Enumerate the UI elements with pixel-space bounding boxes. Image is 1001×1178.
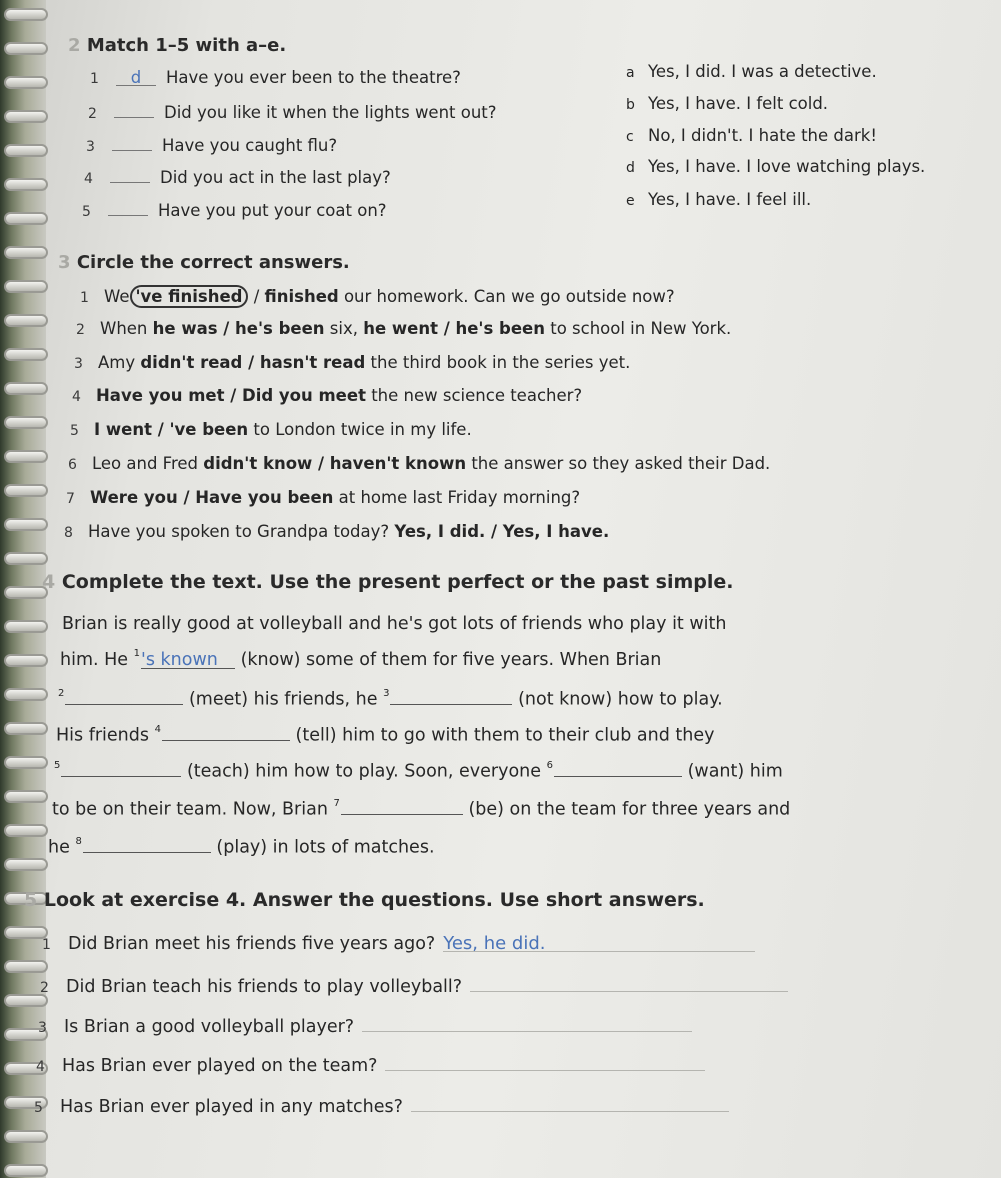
question-text: Has Brian ever played in any matches? bbox=[60, 1097, 403, 1117]
answer-option[interactable]: Were you / Have you been bbox=[90, 488, 334, 507]
spiral-binding bbox=[0, 0, 46, 1178]
ex3-item bbox=[76, 319, 731, 338]
question-number: 1 bbox=[90, 71, 99, 87]
gap-1-answer[interactable]: 's known bbox=[141, 650, 235, 669]
spiral-ring bbox=[4, 144, 48, 157]
ex4-text: His friends bbox=[56, 725, 150, 746]
spiral-ring bbox=[4, 722, 48, 735]
spiral-ring bbox=[4, 790, 48, 803]
item-number: 4 bbox=[72, 389, 81, 405]
ex5-number: 5 bbox=[24, 889, 38, 911]
ex3-item bbox=[68, 454, 770, 473]
spiral-ring bbox=[4, 756, 48, 769]
sentence-text: the third book in the series yet. bbox=[365, 353, 631, 372]
ex2-question-row bbox=[86, 133, 337, 155]
ex4-text: (want) him bbox=[687, 761, 783, 782]
spiral-ring bbox=[4, 416, 48, 429]
item-number: 4 bbox=[36, 1059, 45, 1075]
ex4-number: 4 bbox=[42, 571, 56, 593]
item-number: 3 bbox=[38, 1020, 47, 1036]
ex2-option-row bbox=[626, 157, 925, 176]
ex4-text: (know) some of them for five years. When Brian bbox=[240, 650, 662, 670]
question-number: 3 bbox=[86, 138, 95, 155]
question-text: Have you caught flu? bbox=[162, 135, 338, 155]
spiral-ring bbox=[4, 484, 48, 497]
spiral-ring bbox=[4, 110, 48, 123]
ex4-text: (not know) how to play. bbox=[518, 689, 723, 710]
item-number: 2 bbox=[76, 322, 85, 338]
ex4-line-7 bbox=[48, 834, 435, 858]
item-number: 5 bbox=[34, 1100, 43, 1116]
ex5-heading bbox=[24, 889, 705, 911]
option-letter: c bbox=[626, 129, 634, 145]
sentence-text: When bbox=[100, 319, 153, 338]
ex5-item bbox=[36, 1052, 705, 1076]
answer-option[interactable]: didn't know / haven't known bbox=[203, 454, 467, 473]
gap-number: 1 bbox=[133, 648, 141, 659]
short-answer-field[interactable]: Yes, he did. bbox=[443, 933, 755, 952]
ex4-heading bbox=[42, 571, 734, 593]
gap-6[interactable] bbox=[554, 758, 682, 777]
ex4-text: (teach) him how to play. Soon, everyone bbox=[186, 761, 542, 782]
option-letter: a bbox=[626, 65, 635, 81]
sentence-text: Leo and Fred bbox=[92, 454, 204, 473]
spiral-ring bbox=[4, 178, 48, 191]
option-text: Yes, I have. I felt cold. bbox=[648, 94, 829, 113]
ex4-line-4 bbox=[56, 722, 715, 746]
ex2-title: Match 1–5 with a–e. bbox=[86, 35, 287, 56]
option-text: No, I didn't. I hate the dark! bbox=[648, 126, 877, 145]
ex5-item bbox=[34, 1093, 729, 1117]
option-letter: b bbox=[626, 97, 635, 113]
gap-number: 2 bbox=[58, 687, 65, 699]
item-number: 7 bbox=[66, 491, 75, 507]
ex3-title: Circle the correct answers. bbox=[76, 252, 350, 273]
sentence-text: at home last Friday morning? bbox=[333, 488, 581, 507]
ex4-text: (play) in lots of matches. bbox=[216, 837, 435, 858]
sentence-text: our homework. Can we go outside now? bbox=[338, 287, 675, 306]
gap-number: 5 bbox=[54, 759, 61, 771]
workbook-page bbox=[24, 0, 1001, 1178]
sentence-text: to school in New York. bbox=[544, 319, 732, 338]
ex3-item bbox=[70, 420, 472, 439]
ex2-question-row bbox=[84, 165, 391, 187]
ex4-line-6 bbox=[52, 796, 790, 820]
answer-option[interactable]: I went / 've been bbox=[94, 420, 249, 439]
item-number: 2 bbox=[40, 980, 49, 996]
ex4-line-3 bbox=[58, 686, 723, 710]
short-answer-field[interactable] bbox=[362, 1013, 692, 1032]
spiral-ring bbox=[4, 280, 48, 293]
spiral-ring bbox=[4, 246, 48, 259]
ex2-question-row bbox=[88, 100, 497, 122]
short-answer-field[interactable] bbox=[411, 1093, 729, 1112]
question-text: Is Brian a good volleyball player? bbox=[64, 1017, 355, 1037]
ex3-number: 3 bbox=[58, 252, 71, 273]
ex2-option-row bbox=[626, 94, 828, 113]
ex2-question-row bbox=[82, 198, 387, 220]
spiral-ring bbox=[4, 688, 48, 701]
gap-number: 8 bbox=[75, 835, 82, 847]
ex4-line-5 bbox=[54, 758, 783, 782]
sentence-text: to London twice in my life. bbox=[248, 420, 472, 439]
question-text: Did you act in the last play? bbox=[160, 167, 391, 187]
answer-option[interactable]: he was / he's been bbox=[152, 319, 325, 338]
spiral-ring bbox=[4, 314, 48, 327]
ex3-heading bbox=[58, 252, 350, 273]
spiral-ring bbox=[4, 1164, 48, 1177]
ex3-item bbox=[66, 488, 580, 507]
gap-number: 6 bbox=[546, 759, 553, 771]
ex3-item bbox=[64, 522, 609, 541]
ex3-item bbox=[72, 386, 582, 405]
spiral-ring bbox=[4, 212, 48, 225]
ex2-question-row bbox=[90, 68, 461, 87]
ex2-number: 2 bbox=[68, 35, 81, 56]
spiral-ring bbox=[4, 824, 48, 837]
sentence-text: Have you spoken to Grandpa today? bbox=[88, 522, 395, 541]
answer-option[interactable]: Have you met / Did you meet bbox=[96, 386, 366, 405]
spiral-ring bbox=[4, 518, 48, 531]
match-answer-blank[interactable]: d bbox=[116, 68, 156, 86]
ex4-text: (tell) him to go with them to their club and they bbox=[295, 725, 715, 746]
ex3-item bbox=[80, 287, 675, 306]
gap-number: 3 bbox=[383, 687, 390, 699]
answer-option[interactable]: 've finished bbox=[130, 285, 249, 308]
ex5-item bbox=[40, 973, 788, 997]
spiral-ring bbox=[4, 450, 48, 463]
ex2-heading bbox=[68, 35, 286, 56]
sentence-text: the answer so they asked their Dad. bbox=[466, 454, 771, 473]
item-number: 5 bbox=[70, 423, 79, 439]
ex5-title: Look at exercise 4. Answer the questions. Use short answers. bbox=[43, 889, 705, 911]
short-answer-field[interactable] bbox=[385, 1052, 705, 1071]
sentence-text: / bbox=[248, 287, 265, 306]
spiral-ring bbox=[4, 348, 48, 361]
answer-option[interactable]: he went / he's been bbox=[363, 319, 545, 338]
item-number: 3 bbox=[74, 356, 83, 372]
answer-option[interactable]: finished bbox=[264, 287, 339, 306]
ex4-text: (meet) his friends, he bbox=[188, 689, 378, 710]
gap-number: 4 bbox=[154, 723, 161, 735]
ex4-text: him. He bbox=[60, 650, 129, 670]
question-text: Has Brian ever played on the team? bbox=[62, 1056, 378, 1076]
option-letter: d bbox=[626, 160, 635, 176]
spiral-ring bbox=[4, 858, 48, 871]
sentence-text: Amy bbox=[98, 353, 141, 372]
gap-number: 7 bbox=[333, 797, 340, 809]
gap-4[interactable] bbox=[162, 722, 290, 741]
question-text: Did Brian meet his friends five years ago? bbox=[68, 934, 436, 954]
sentence-text: We bbox=[104, 287, 130, 306]
ex4-line-2 bbox=[60, 650, 661, 670]
spiral-ring bbox=[4, 76, 48, 89]
item-number: 8 bbox=[64, 525, 73, 541]
match-answer-blank[interactable] bbox=[110, 165, 150, 183]
spiral-ring bbox=[4, 960, 48, 973]
question-text: Have you put your coat on? bbox=[158, 200, 387, 220]
match-answer-blank[interactable] bbox=[108, 198, 148, 216]
ex4-text: to be on their team. Now, Brian bbox=[52, 799, 328, 820]
question-number: 5 bbox=[82, 203, 91, 220]
question-number: 4 bbox=[84, 170, 93, 187]
ex5-item bbox=[38, 1013, 692, 1037]
item-number: 1 bbox=[42, 937, 51, 953]
spiral-ring bbox=[4, 620, 48, 633]
spiral-ring bbox=[4, 382, 48, 395]
ex2-option-row bbox=[626, 62, 877, 81]
ex2-option-row bbox=[626, 126, 877, 145]
ex3-item bbox=[74, 353, 630, 372]
option-letter: e bbox=[626, 193, 635, 209]
question-text: Did Brian teach his friends to play volleyball? bbox=[66, 977, 463, 997]
gap-2[interactable] bbox=[65, 686, 183, 705]
option-text: Yes, I have. I feel ill. bbox=[648, 190, 812, 209]
option-text: Yes, I did. I was a detective. bbox=[648, 62, 877, 81]
sentence-text: six, bbox=[324, 319, 364, 338]
ex4-line-1: Brian is really good at volleyball and he's got lots of friends who play it with bbox=[62, 614, 727, 634]
ex4-text: he bbox=[48, 837, 70, 858]
gap-3[interactable] bbox=[390, 686, 512, 705]
question-number: 2 bbox=[88, 105, 97, 122]
spiral-ring bbox=[4, 1130, 48, 1143]
sentence-text: the new science teacher? bbox=[365, 386, 583, 405]
gap-5[interactable] bbox=[61, 758, 181, 777]
spiral-ring bbox=[4, 654, 48, 667]
match-answer-blank[interactable] bbox=[114, 100, 154, 118]
ex4-title: Complete the text. Use the present perfect or the past simple. bbox=[61, 571, 734, 593]
spiral-ring bbox=[4, 552, 48, 565]
spiral-ring bbox=[4, 42, 48, 55]
answer-option[interactable]: didn't read / hasn't read bbox=[140, 353, 366, 372]
ex5-item bbox=[42, 933, 755, 954]
item-number: 1 bbox=[80, 290, 89, 306]
option-text: Yes, I have. I love watching plays. bbox=[648, 157, 926, 176]
answer-option[interactable]: Yes, I did. / Yes, I have. bbox=[394, 522, 610, 541]
match-answer-blank[interactable] bbox=[112, 133, 152, 151]
ex4-text: (be) on the team for three years and bbox=[468, 799, 791, 820]
question-text: Have you ever been to the theatre? bbox=[166, 68, 461, 87]
ex2-option-row bbox=[626, 190, 811, 209]
gap-7[interactable] bbox=[341, 796, 463, 815]
item-number: 6 bbox=[68, 457, 77, 473]
short-answer-field[interactable] bbox=[470, 973, 788, 992]
gap-8[interactable] bbox=[83, 834, 211, 853]
spiral-ring bbox=[4, 8, 48, 21]
question-text: Did you like it when the lights went out? bbox=[164, 102, 497, 122]
